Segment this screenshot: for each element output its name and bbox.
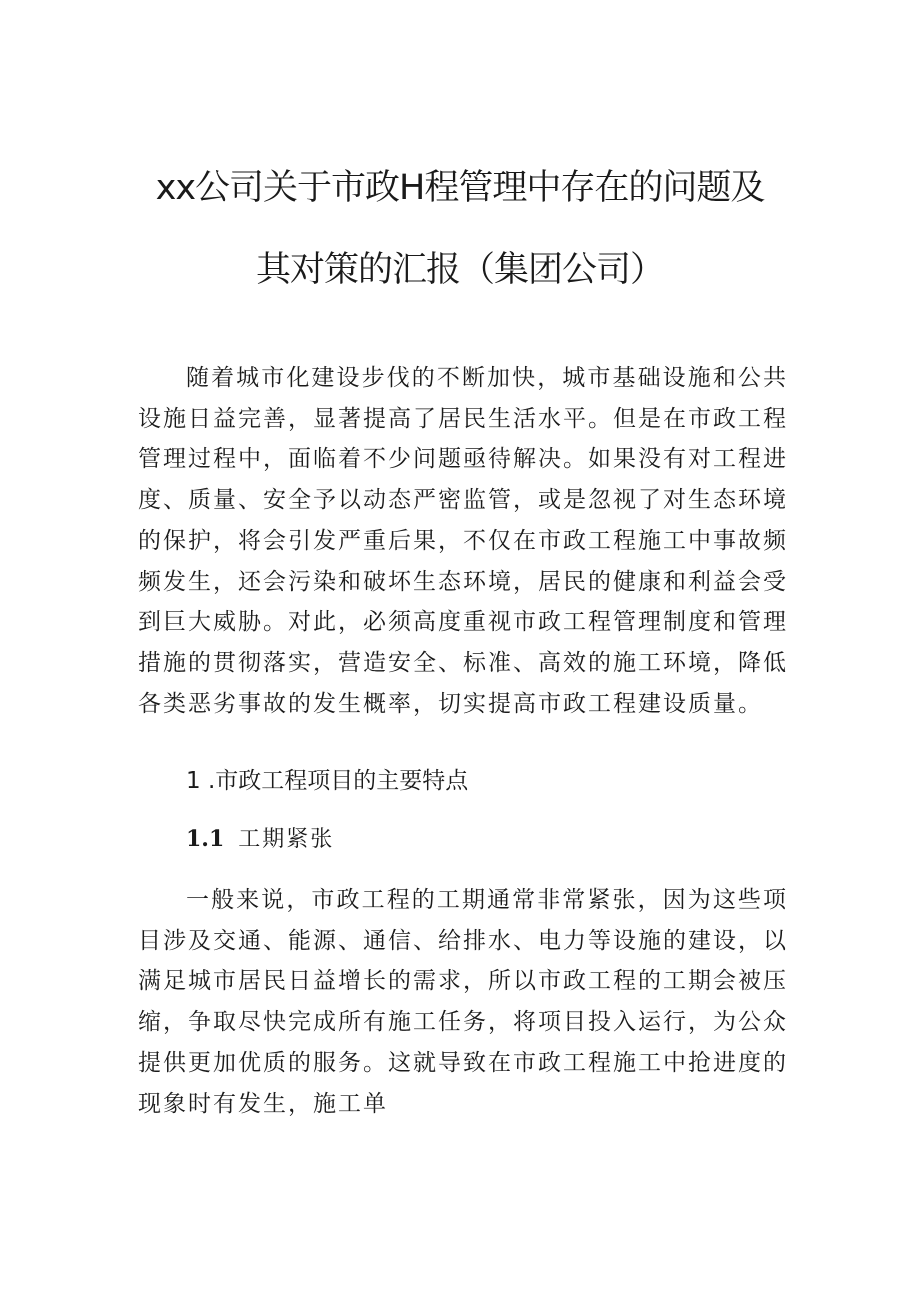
intro-paragraph: 随着城市化建设步伐的不断加快，城市基础设施和公共设施日益完善，显著提高了居民生活水平。但是在市政工程管理过程中，面临着不少问题亟待解决。如果没有对工程进度、质量、安全予以动态严密监管，或是忽视了对生态环境的保护，将会引发严重后果，不仅在市政工程施工中事故频频发生，还会污染和破坏生态环境，居民的健康和利益会受到巨大威胁。对此，必须高度重视市政工程管理制度和管理措施的贯彻落实，营造安全、标准、高效的施工环境，降低各类恶劣事故的发生概率，切实提高市政工程建设质量。 <box>138 365 788 717</box>
section-1-heading: 1 .市政工程项目的主要特点 <box>186 768 469 794</box>
document-title-line-2: 其对策的汇报（集团公司） <box>255 250 664 290</box>
section-1-1-heading <box>186 822 334 857</box>
section-1-1-title: 工期紧张 <box>238 827 335 852</box>
section-1-1-number: 1.1 <box>186 826 225 852</box>
document-title-line-1: xx公司关于市政H程管理中存在的问题及 <box>155 168 765 208</box>
section-1-1-paragraph: 一般来说，市政工程的工期通常非常紧张，因为这些项目涉及交通、能源、通信、给排水、电力等设施的建设，以满足城市居民日益增长的需求，所以市政工程的工期会被压缩，争取尽快完成所有施工任务，将项目投入运行，为公众提供更加优质的服务。这就导致在市政工程施工中抢进度的现象时有发生，施工单 <box>138 887 788 1117</box>
